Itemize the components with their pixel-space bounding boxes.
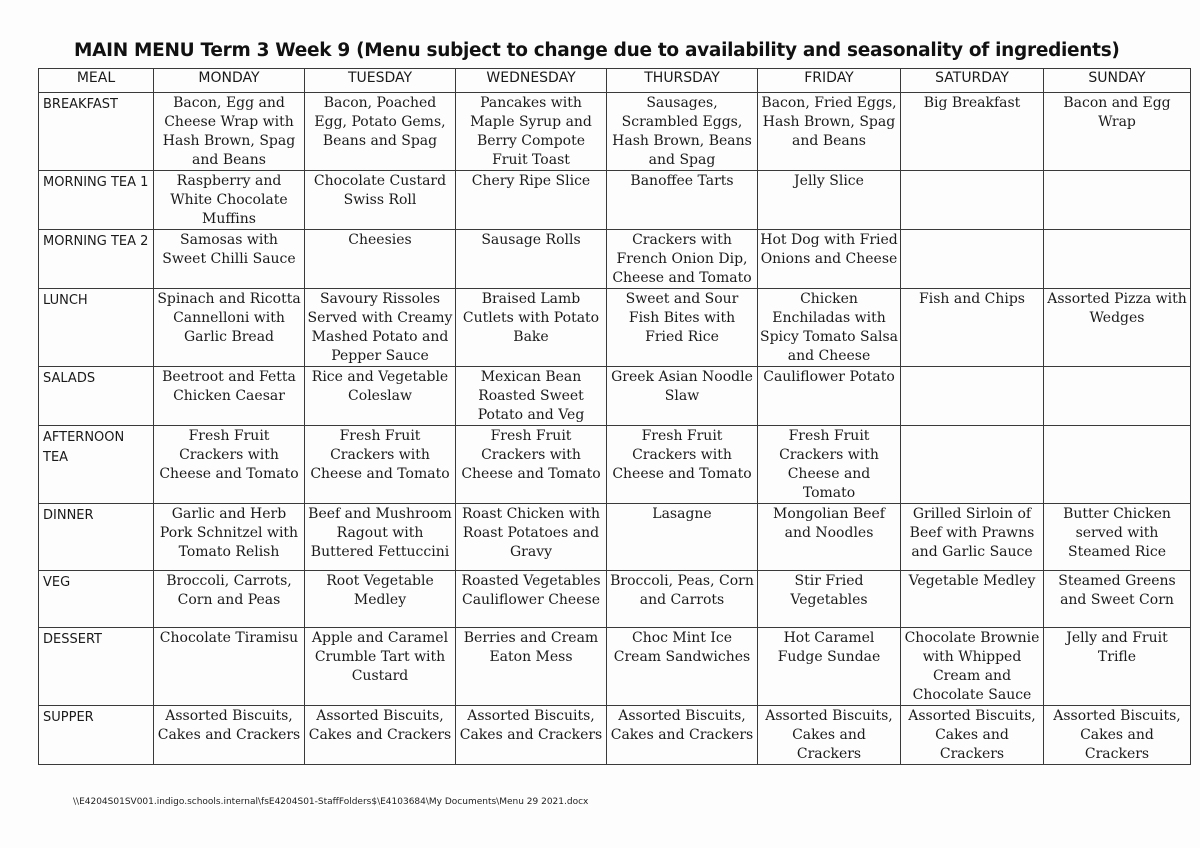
meal-label: LUNCH [39,289,154,367]
menu-cell-sunday: Bacon and Egg Wrap [1044,93,1191,171]
menu-row-supper [39,706,1191,765]
menu-cell-friday: Stir Fried Vegetables [758,571,901,628]
menu-cell-sunday [1044,367,1191,426]
meal-label: SUPPER [39,706,154,765]
menu-cell-friday: Jelly Slice [758,171,901,230]
menu-cell-thursday: Broccoli, Peas, Corn and Carrots [607,571,758,628]
menu-cell-monday: Raspberry and White Chocolate Muffins [154,171,305,230]
meal-label: MORNING TEA 2 [39,230,154,289]
menu-cell-saturday [901,426,1044,504]
meal-label: BREAKFAST [39,93,154,171]
menu-cell-wednesday: Chery Ripe Slice [456,171,607,230]
menu-cell-monday: Chocolate Tiramisu [154,628,305,706]
menu-cell-wednesday: Assorted Biscuits, Cakes and Crackers [456,706,607,765]
menu-cell-monday: Samosas with Sweet Chilli Sauce [154,230,305,289]
menu-cell-tuesday: Rice and Vegetable Coleslaw [305,367,456,426]
menu-row-dessert [39,628,1191,706]
menu-cell-friday: Fresh Fruit Crackers with Cheese and Tomato [758,426,901,504]
menu-cell-thursday: Crackers with French Onion Dip, Cheese and Tomato [607,230,758,289]
menu-cell-thursday: Greek Asian Noodle Slaw [607,367,758,426]
meal-label: DINNER [39,504,154,571]
menu-cell-friday: Mongolian Beef and Noodles [758,504,901,571]
menu-cell-wednesday: Fresh Fruit Crackers with Cheese and Tomato [456,426,607,504]
menu-cell-sunday [1044,426,1191,504]
menu-cell-tuesday: Savoury Rissoles Served with Creamy Mashed Potato and Pepper Sauce [305,289,456,367]
header-thursday: THURSDAY [607,69,758,93]
meal-label: DESSERT [39,628,154,706]
menu-cell-thursday: Fresh Fruit Crackers with Cheese and Tomato [607,426,758,504]
menu-cell-tuesday: Assorted Biscuits, Cakes and Crackers [305,706,456,765]
menu-cell-sunday [1044,171,1191,230]
menu-cell-thursday: Assorted Biscuits, Cakes and Crackers [607,706,758,765]
menu-cell-wednesday: Berries and Cream Eaton Mess [456,628,607,706]
menu-cell-sunday: Steamed Greens and Sweet Corn [1044,571,1191,628]
menu-cell-monday: Assorted Biscuits, Cakes and Crackers [154,706,305,765]
menu-cell-monday: Garlic and Herb Pork Schnitzel with Tomato Relish [154,504,305,571]
menu-cell-friday: Cauliflower Potato [758,367,901,426]
header-row [39,69,1191,93]
menu-cell-friday: Hot Dog with Fried Onions and Cheese [758,230,901,289]
menu-cell-monday: Beetroot and Fetta Chicken Caesar [154,367,305,426]
menu-cell-friday: Assorted Biscuits, Cakes and Crackers [758,706,901,765]
menu-cell-friday: Bacon, Fried Eggs, Hash Brown, Spag and Beans [758,93,901,171]
meal-label: MORNING TEA 1 [39,171,154,230]
menu-row-salads [39,367,1191,426]
menu-cell-thursday: Choc Mint Ice Cream Sandwiches [607,628,758,706]
menu-cell-monday: Bacon, Egg and Cheese Wrap with Hash Brown, Spag and Beans [154,93,305,171]
page-title: MAIN MENU Term 3 Week 9 (Menu subject to change due to availability and seasonality of ingredients) [74,40,1120,61]
meal-label: SALADS [39,367,154,426]
menu-cell-saturday: Big Breakfast [901,93,1044,171]
footer-file-path: \\E4204S01SV001.indigo.schools.internal\fsE4204S01-StaffFolders$\E4103684\My Documents\Menu 29 2021.docx [73,797,589,807]
menu-cell-saturday [901,171,1044,230]
menu-cell-saturday: Fish and Chips [901,289,1044,367]
menu-row-breakfast [39,93,1191,171]
menu-cell-tuesday: Beef and Mushroom Ragout with Buttered Fettuccini [305,504,456,571]
menu-cell-saturday: Vegetable Medley [901,571,1044,628]
header-meal: MEAL [39,69,154,93]
header-monday: MONDAY [154,69,305,93]
menu-cell-wednesday: Roasted Vegetables Cauliflower Cheese [456,571,607,628]
menu-cell-saturday [901,367,1044,426]
menu-cell-wednesday: Braised Lamb Cutlets with Potato Bake [456,289,607,367]
menu-row-morning-tea-2 [39,230,1191,289]
menu-cell-tuesday: Bacon, Poached Egg, Potato Gems, Beans and Spag [305,93,456,171]
header-friday: FRIDAY [758,69,901,93]
menu-cell-monday: Spinach and Ricotta Cannelloni with Garlic Bread [154,289,305,367]
menu-row-afternoon-tea [39,426,1191,504]
menu-cell-wednesday: Pancakes with Maple Syrup and Berry Compote Fruit Toast [456,93,607,171]
header-sunday: SUNDAY [1044,69,1191,93]
menu-cell-wednesday: Roast Chicken with Roast Potatoes and Gravy [456,504,607,571]
menu-cell-tuesday: Chocolate Custard Swiss Roll [305,171,456,230]
meal-label: VEG [39,571,154,628]
menu-cell-thursday: Sausages, Scrambled Eggs, Hash Brown, Beans and Spag [607,93,758,171]
header-tuesday: TUESDAY [305,69,456,93]
menu-row-lunch [39,289,1191,367]
menu-cell-saturday: Chocolate Brownie with Whipped Cream and Chocolate Sauce [901,628,1044,706]
header-saturday: SATURDAY [901,69,1044,93]
menu-cell-sunday: Assorted Biscuits, Cakes and Crackers [1044,706,1191,765]
menu-row-morning-tea-1 [39,171,1191,230]
menu-cell-friday: Chicken Enchiladas with Spicy Tomato Salsa and Cheese [758,289,901,367]
meal-label: AFTERNOON TEA [39,426,154,504]
menu-cell-sunday [1044,230,1191,289]
menu-cell-thursday: Lasagne [607,504,758,571]
menu-cell-monday: Broccoli, Carrots, Corn and Peas [154,571,305,628]
menu-cell-sunday: Butter Chicken served with Steamed Rice [1044,504,1191,571]
menu-cell-saturday [901,230,1044,289]
menu-row-veg [39,571,1191,628]
menu-cell-sunday: Jelly and Fruit Trifle [1044,628,1191,706]
menu-cell-thursday: Banoffee Tarts [607,171,758,230]
menu-cell-thursday: Sweet and Sour Fish Bites with Fried Rice [607,289,758,367]
menu-cell-saturday: Assorted Biscuits, Cakes and Crackers [901,706,1044,765]
menu-table [38,68,1191,765]
header-wednesday: WEDNESDAY [456,69,607,93]
menu-cell-wednesday: Sausage Rolls [456,230,607,289]
menu-row-dinner [39,504,1191,571]
menu-cell-tuesday: Cheesies [305,230,456,289]
menu-cell-sunday: Assorted Pizza with Wedges [1044,289,1191,367]
menu-cell-tuesday: Apple and Caramel Crumble Tart with Custard [305,628,456,706]
menu-cell-monday: Fresh Fruit Crackers with Cheese and Tomato [154,426,305,504]
menu-cell-tuesday: Root Vegetable Medley [305,571,456,628]
menu-cell-tuesday: Fresh Fruit Crackers with Cheese and Tomato [305,426,456,504]
menu-cell-saturday: Grilled Sirloin of Beef with Prawns and Garlic Sauce [901,504,1044,571]
menu-cell-friday: Hot Caramel Fudge Sundae [758,628,901,706]
menu-cell-wednesday: Mexican Bean Roasted Sweet Potato and Veg [456,367,607,426]
